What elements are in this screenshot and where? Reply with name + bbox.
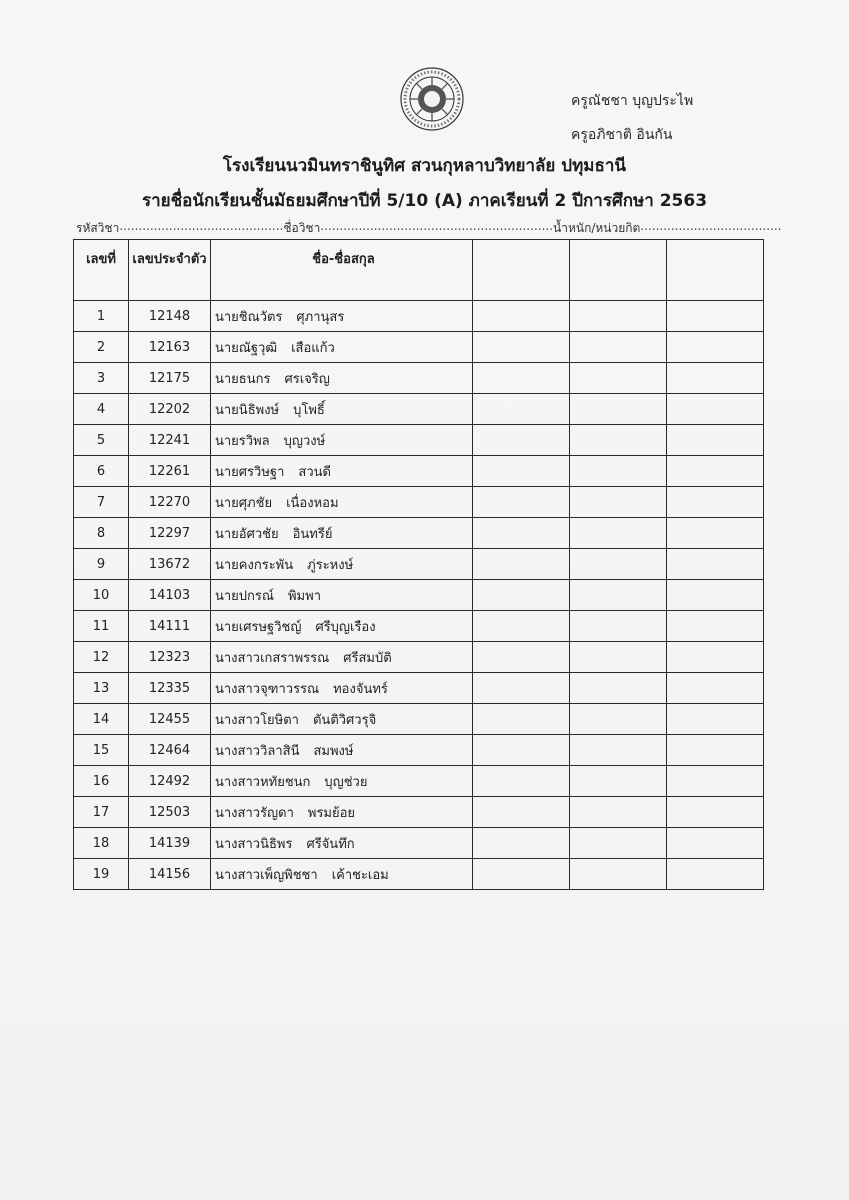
table-row <box>74 642 764 673</box>
cell-blank[interactable] <box>473 673 570 704</box>
cell-full-name <box>211 797 473 828</box>
first-name: นายคงกระพัน <box>215 557 294 573</box>
last-name: สมพงษ์ <box>313 743 354 759</box>
cell-student-id: 12270 <box>129 487 211 518</box>
table-row <box>74 704 764 735</box>
first-name: นางสาวหทัยชนก <box>215 774 311 790</box>
cell-full-name <box>211 766 473 797</box>
cell-blank[interactable] <box>570 580 667 611</box>
roster-subtitle: รายชื่อนักเรียนชั้นมัธยมศึกษาปีที่ 5/10 (A) ภาคเรียนที่ 2 ปีการศึกษา 2563 <box>141 191 708 211</box>
last-name: เสือแก้ว <box>291 340 335 356</box>
cell-blank[interactable] <box>473 828 570 859</box>
last-name: ศรีบุญเรือง <box>315 619 376 635</box>
last-name: ศุภานุสร <box>296 309 345 325</box>
first-name: นางสาวเกสราพรรณ <box>215 650 330 666</box>
cell-blank[interactable] <box>667 301 764 332</box>
cell-blank[interactable] <box>570 673 667 704</box>
cell-full-name <box>211 394 473 425</box>
first-name: นางสาวรัญดา <box>215 805 294 821</box>
cell-number: 3 <box>74 363 129 394</box>
cell-number: 6 <box>74 456 129 487</box>
cell-blank[interactable] <box>667 859 764 890</box>
cell-blank[interactable] <box>570 766 667 797</box>
table-row <box>74 735 764 766</box>
cell-full-name <box>211 580 473 611</box>
first-name: นางสาวนิธิพร <box>215 836 293 852</box>
cell-blank[interactable] <box>570 611 667 642</box>
last-name: ศรีจันทึก <box>306 836 355 852</box>
subject-name-blank[interactable]: ............................................................. <box>320 219 554 233</box>
cell-blank[interactable] <box>667 673 764 704</box>
cell-number: 18 <box>74 828 129 859</box>
cell-number: 7 <box>74 487 129 518</box>
header-number: เลขที่ <box>74 240 129 301</box>
last-name: ศรีสมบัติ <box>343 650 392 666</box>
cell-blank[interactable] <box>473 301 570 332</box>
subject-fields <box>76 219 782 238</box>
last-name: บุญวงษ์ <box>283 433 326 449</box>
cell-number: 19 <box>74 859 129 890</box>
cell-full-name <box>211 642 473 673</box>
header-blank-col <box>667 240 764 301</box>
cell-full-name <box>211 704 473 735</box>
cell-student-id: 12241 <box>129 425 211 456</box>
cell-blank[interactable] <box>570 828 667 859</box>
cell-blank[interactable] <box>667 735 764 766</box>
cell-blank[interactable] <box>473 859 570 890</box>
header-student-id: เลขประจำตัว <box>129 240 211 301</box>
cell-blank[interactable] <box>570 394 667 425</box>
cell-student-id: 12503 <box>129 797 211 828</box>
cell-student-id: 12297 <box>129 518 211 549</box>
cell-blank[interactable] <box>570 797 667 828</box>
cell-blank[interactable] <box>473 704 570 735</box>
cell-blank[interactable] <box>667 704 764 735</box>
last-name: บุญช่วย <box>324 774 368 790</box>
cell-full-name <box>211 363 473 394</box>
cell-number: 14 <box>74 704 129 735</box>
cell-student-id: 12175 <box>129 363 211 394</box>
cell-full-name <box>211 301 473 332</box>
cell-blank[interactable] <box>473 518 570 549</box>
cell-blank[interactable] <box>473 766 570 797</box>
cell-number: 8 <box>74 518 129 549</box>
first-name: นายอัศวชัย <box>215 526 279 542</box>
table-row <box>74 859 764 890</box>
cell-blank[interactable] <box>667 642 764 673</box>
first-name: นางสาวเพ็ญพิชชา <box>215 867 318 883</box>
last-name: อินทรีย์ <box>292 526 333 542</box>
table-row <box>74 456 764 487</box>
cell-blank[interactable] <box>667 549 764 580</box>
table-row <box>74 797 764 828</box>
teacher-names <box>571 84 693 152</box>
cell-full-name <box>211 487 473 518</box>
first-name: นายธนกร <box>215 371 271 387</box>
subject-code-blank[interactable]: ........................................... <box>119 219 284 233</box>
cell-student-id: 12335 <box>129 673 211 704</box>
cell-blank[interactable] <box>667 580 764 611</box>
teacher-name: ครูอภิชาติ อินกัน <box>571 127 673 143</box>
cell-student-id: 12464 <box>129 735 211 766</box>
last-name: ตันติวิศวรุจิ <box>312 712 377 728</box>
last-name: สวนดี <box>298 464 331 480</box>
cell-full-name <box>211 456 473 487</box>
cell-blank[interactable] <box>570 642 667 673</box>
cell-full-name <box>211 859 473 890</box>
header-blank-col <box>473 240 570 301</box>
cell-blank[interactable] <box>570 487 667 518</box>
last-name: เค้าชะเอม <box>331 867 389 883</box>
cell-full-name <box>211 673 473 704</box>
cell-number: 5 <box>74 425 129 456</box>
table-row <box>74 673 764 704</box>
first-name: นางสาววิลาสินี <box>215 743 300 759</box>
cell-full-name <box>211 735 473 766</box>
header-full-name: ชื่อ-ชื่อสกุล <box>211 240 473 301</box>
cell-student-id: 12148 <box>129 301 211 332</box>
cell-full-name <box>211 828 473 859</box>
cell-full-name <box>211 611 473 642</box>
cell-blank[interactable] <box>570 363 667 394</box>
cell-full-name <box>211 549 473 580</box>
cell-blank[interactable] <box>570 332 667 363</box>
cell-blank[interactable] <box>667 394 764 425</box>
student-roster-table <box>73 239 764 890</box>
cell-blank[interactable] <box>473 611 570 642</box>
cell-blank[interactable] <box>570 301 667 332</box>
table-row <box>74 487 764 518</box>
cell-number: 16 <box>74 766 129 797</box>
subject-name-label: ชื่อวิชา <box>283 221 321 235</box>
table-row <box>74 828 764 859</box>
cell-blank[interactable] <box>570 859 667 890</box>
table-header-row <box>74 240 764 301</box>
last-name: พิมพา <box>287 588 321 604</box>
cell-blank[interactable] <box>570 735 667 766</box>
first-name: นายรวิพล <box>215 433 270 449</box>
first-name: นายชิณวัตร <box>215 309 283 325</box>
last-name: ศรเจริญ <box>284 371 330 387</box>
cell-student-id: 12163 <box>129 332 211 363</box>
last-name: ทองจันทร์ <box>333 681 388 697</box>
table-row <box>74 580 764 611</box>
cell-blank[interactable] <box>473 487 570 518</box>
cell-blank[interactable] <box>667 425 764 456</box>
cell-blank[interactable] <box>473 549 570 580</box>
school-seal-icon <box>399 66 465 132</box>
table-row <box>74 332 764 363</box>
cell-number: 1 <box>74 301 129 332</box>
cell-number: 4 <box>74 394 129 425</box>
cell-blank[interactable] <box>570 549 667 580</box>
cell-full-name <box>211 425 473 456</box>
school-title: โรงเรียนนวมินทราชินูทิศ สวนกุหลาบวิทยาลัย ปทุมธานี <box>222 156 627 176</box>
cell-number: 15 <box>74 735 129 766</box>
cell-full-name <box>211 332 473 363</box>
cell-blank[interactable] <box>667 797 764 828</box>
cell-student-id: 13672 <box>129 549 211 580</box>
cell-blank[interactable] <box>570 518 667 549</box>
last-name: บุโพธิ์ <box>293 402 325 418</box>
cell-blank[interactable] <box>473 735 570 766</box>
first-name: นายศุภชัย <box>215 495 273 511</box>
cell-number: 9 <box>74 549 129 580</box>
last-name: ภู่ระหงษ์ <box>307 557 354 573</box>
cell-student-id: 12202 <box>129 394 211 425</box>
first-name: นายเศรษฐวิชญ์ <box>215 619 302 635</box>
credit-label: น้ำหนัก/หน่วยกิต <box>553 221 641 235</box>
first-name: นางสาวจุฑาวรรณ <box>215 681 320 697</box>
last-name: พรมย้อย <box>307 805 356 821</box>
table-row <box>74 425 764 456</box>
credit-blank[interactable]: ..................................... <box>640 219 782 233</box>
cell-blank[interactable] <box>667 456 764 487</box>
table-row <box>74 549 764 580</box>
cell-student-id: 14111 <box>129 611 211 642</box>
cell-blank[interactable] <box>473 797 570 828</box>
cell-number: 10 <box>74 580 129 611</box>
cell-blank[interactable] <box>570 425 667 456</box>
cell-blank[interactable] <box>667 332 764 363</box>
cell-blank[interactable] <box>473 332 570 363</box>
cell-blank[interactable] <box>667 518 764 549</box>
table-row <box>74 394 764 425</box>
first-name: นายณัฐวุฒิ <box>215 340 278 356</box>
table-row <box>74 301 764 332</box>
first-name: นายนิธิพงษ์ <box>215 402 280 418</box>
first-name: นายปกรณ์ <box>215 588 274 604</box>
cell-blank[interactable] <box>473 394 570 425</box>
cell-full-name <box>211 518 473 549</box>
cell-number: 12 <box>74 642 129 673</box>
cell-student-id: 14156 <box>129 859 211 890</box>
cell-blank[interactable] <box>473 425 570 456</box>
cell-blank[interactable] <box>667 828 764 859</box>
first-name: นางสาวโยษิตา <box>215 712 299 728</box>
first-name: นายศรวิษฐา <box>215 464 285 480</box>
cell-student-id: 14139 <box>129 828 211 859</box>
cell-blank[interactable] <box>473 580 570 611</box>
cell-blank[interactable] <box>473 456 570 487</box>
cell-blank[interactable] <box>473 363 570 394</box>
cell-blank[interactable] <box>667 487 764 518</box>
cell-blank[interactable] <box>667 766 764 797</box>
table-row <box>74 363 764 394</box>
cell-number: 11 <box>74 611 129 642</box>
table-row <box>74 518 764 549</box>
table-row <box>74 766 764 797</box>
cell-student-id: 12261 <box>129 456 211 487</box>
last-name: เนื่องหอม <box>286 495 339 511</box>
cell-blank[interactable] <box>570 704 667 735</box>
cell-blank[interactable] <box>667 611 764 642</box>
cell-number: 17 <box>74 797 129 828</box>
teacher-name: ครูณัชชา บุญประไพ <box>571 93 694 109</box>
cell-student-id: 12455 <box>129 704 211 735</box>
subject-code-label: รหัสวิชา <box>76 221 120 235</box>
cell-blank[interactable] <box>667 363 764 394</box>
table-row <box>74 611 764 642</box>
cell-student-id: 14103 <box>129 580 211 611</box>
cell-blank[interactable] <box>570 456 667 487</box>
cell-blank[interactable] <box>473 642 570 673</box>
cell-student-id: 12323 <box>129 642 211 673</box>
cell-student-id: 12492 <box>129 766 211 797</box>
header-blank-col <box>570 240 667 301</box>
cell-number: 2 <box>74 332 129 363</box>
cell-number: 13 <box>74 673 129 704</box>
